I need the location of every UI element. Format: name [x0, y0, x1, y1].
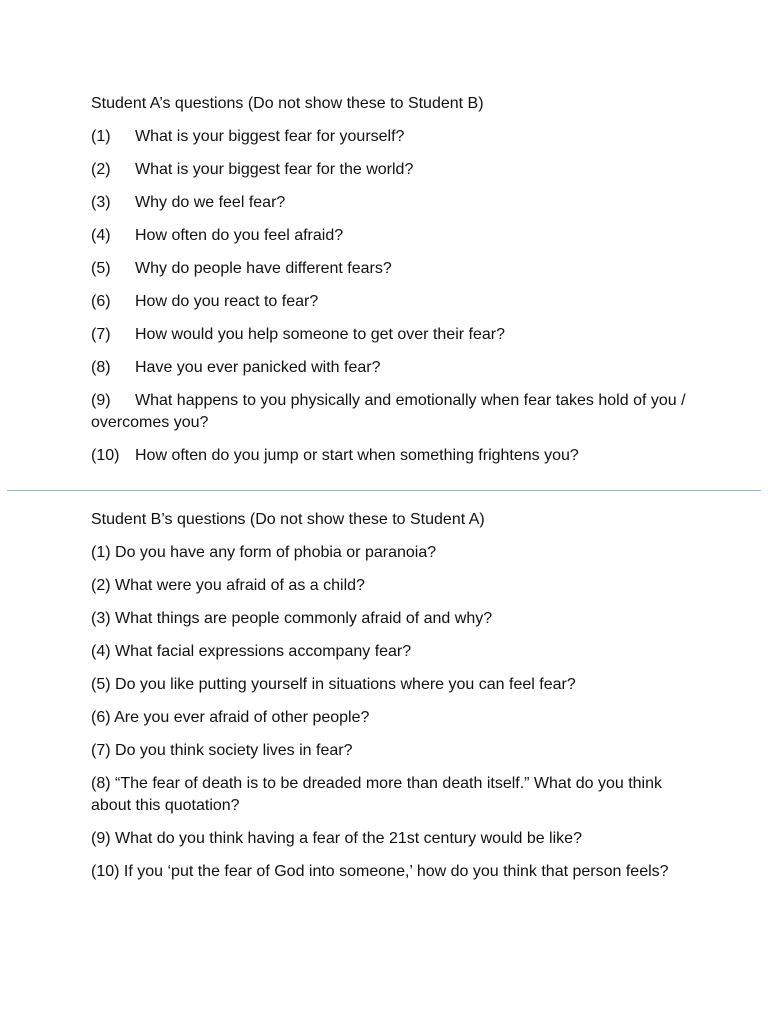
question-text: What were you afraid of as a child?: [115, 577, 365, 594]
student-a-question-7: [91, 324, 691, 346]
question-text: What things are people commonly afraid of and why?: [115, 610, 493, 627]
question-number: (3): [91, 610, 111, 627]
question-number: (6): [91, 293, 111, 310]
question-number: (7): [91, 326, 111, 343]
student-b-question-3: [91, 608, 691, 630]
student-b-heading: Student B’s questions (Do not show these to Student A): [91, 511, 485, 528]
question-text: Do you like putting yourself in situations where you can feel fear?: [115, 676, 576, 693]
question-number: (2): [91, 577, 111, 594]
student-a-question-4: [91, 225, 691, 247]
question-number: (5): [91, 676, 111, 693]
question-text: What is your biggest fear for the world?: [135, 161, 414, 178]
student-a-question-9: [91, 390, 691, 434]
student-a-question-10: [91, 445, 691, 467]
student-b-question-8: [91, 773, 691, 817]
student-a-question-2: [91, 159, 691, 181]
question-number: (7): [91, 742, 111, 759]
student-b-question-2: [91, 575, 691, 597]
student-b-question-9: [91, 828, 691, 850]
student-b-section: [91, 509, 691, 894]
student-b-question-5: [91, 674, 691, 696]
question-text: What facial expressions accompany fear?: [115, 643, 412, 660]
student-b-question-10: [91, 861, 691, 883]
question-text: How often do you jump or start when something frightens you?: [135, 447, 579, 464]
question-number: (2): [91, 161, 111, 178]
question-number: (8): [91, 359, 111, 376]
question-number: (8): [91, 775, 111, 792]
student-a-question-6: [91, 291, 691, 313]
question-number: (1): [91, 544, 111, 561]
student-a-question-8: [91, 357, 691, 379]
student-a-heading: Student A’s questions (Do not show these to Student B): [91, 95, 484, 112]
student-a-question-list: [91, 126, 691, 467]
question-number: (5): [91, 260, 111, 277]
question-number: (10): [91, 863, 120, 880]
question-text: Do you have any form of phobia or paranoia?: [115, 544, 437, 561]
question-number: (3): [91, 194, 111, 211]
student-a-question-5: [91, 258, 691, 280]
student-b-question-7: [91, 740, 691, 762]
question-number: (4): [91, 227, 111, 244]
question-text: How do you react to fear?: [135, 293, 319, 310]
student-b-question-list: [91, 542, 691, 883]
question-text: Do you think society lives in fear?: [115, 742, 353, 759]
section-divider: [7, 490, 761, 491]
question-text: Have you ever panicked with fear?: [135, 359, 381, 376]
question-text: How would you help someone to get over their fear?: [135, 326, 505, 343]
question-text: Why do people have different fears?: [135, 260, 392, 277]
student-a-question-1: [91, 126, 691, 148]
question-text: “The fear of death is to be dreaded more than death itself.” What do you think about this quotation?: [91, 775, 662, 814]
student-a-section: [91, 93, 691, 478]
student-a-question-3: [91, 192, 691, 214]
question-number: (9): [91, 392, 111, 409]
question-text: If you ‘put the fear of God into someone,’ how do you think that person feels?: [123, 863, 669, 880]
question-number: (6): [91, 709, 111, 726]
question-number: (4): [91, 643, 111, 660]
question-text: Are you ever afraid of other people?: [114, 709, 370, 726]
question-number: (1): [91, 128, 111, 145]
question-text: What do you think having a fear of the 21st century would be like?: [115, 830, 582, 847]
student-b-question-4: [91, 641, 691, 663]
question-text: How often do you feel afraid?: [135, 227, 344, 244]
question-text: Why do we feel fear?: [135, 194, 286, 211]
question-number: (9): [91, 830, 111, 847]
question-text: What happens to you physically and emotionally when fear takes hold of you / overcomes you?: [91, 392, 686, 431]
question-number: (10): [91, 447, 120, 464]
student-b-question-1: [91, 542, 691, 564]
question-text: What is your biggest fear for yourself?: [135, 128, 405, 145]
student-b-question-6: [91, 707, 691, 729]
